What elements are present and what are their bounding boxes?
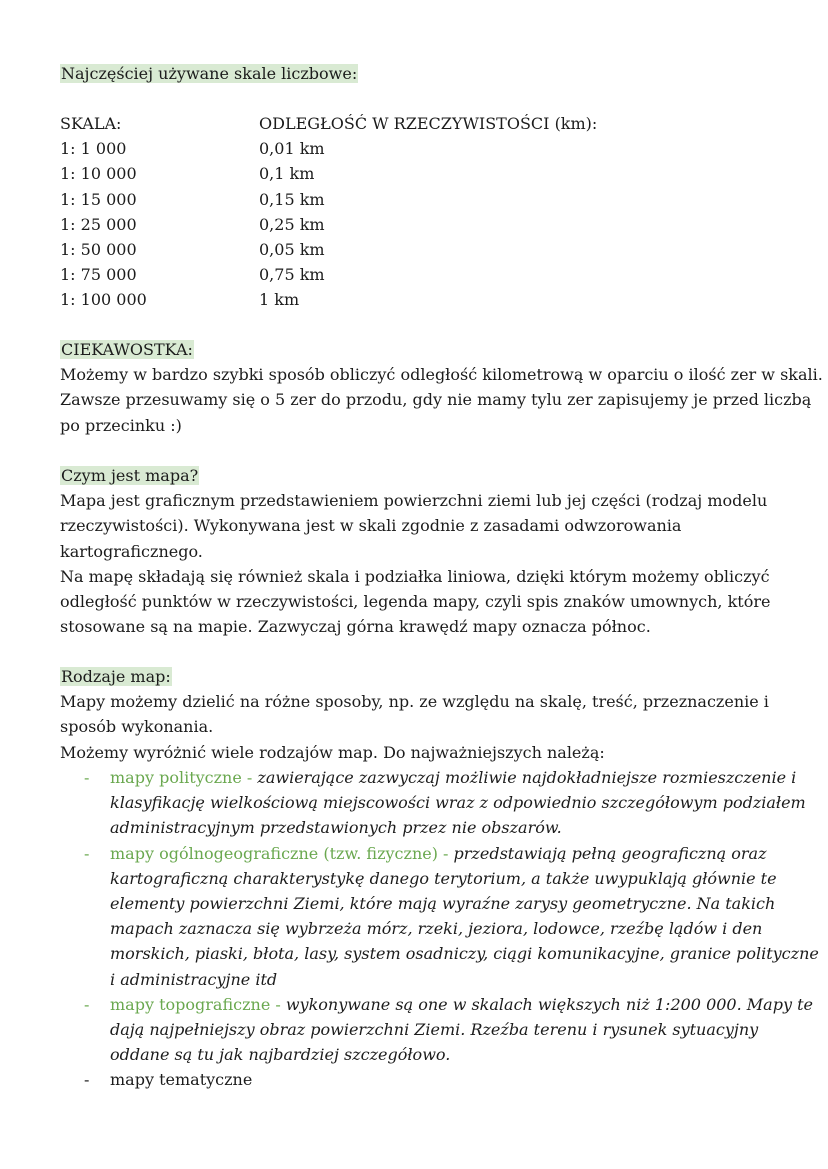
paragraph-line: Możemy wyróżnić wiele rodzajów map. Do najważniejszych należą: — [60, 742, 605, 762]
distance-value: 0,75 km — [259, 265, 325, 285]
list-item-term: mapy topograficzne - — [110, 994, 286, 1014]
scale-table-header — [60, 111, 780, 136]
list-item-topographic — [60, 992, 813, 1068]
scale-value: 1: 100 000 — [60, 290, 147, 310]
map-definition-section — [60, 463, 780, 639]
list-item-desc: klasyfikację wielkościową miejscowości wraz z odpowiednio szczegółowym podziałem — [110, 793, 806, 813]
paragraph-line: odległość punktów w rzeczywistości, legenda mapy, czyli spis znaków umownych, które — [60, 592, 771, 612]
distance-value: 0,15 km — [259, 189, 325, 209]
scale-value: 1: 50 000 — [60, 239, 137, 259]
distance-value: 0,25 km — [259, 214, 325, 234]
bullet-dash: - — [84, 994, 90, 1014]
trivia-text-line: Możemy w bardzo szybki sposób obliczyć odległość kilometrową w oparciu o ilość zer w skali. — [60, 365, 823, 385]
bullet-dash: - — [84, 1070, 90, 1090]
paragraph-line: stosowane są na mapie. Zazwyczaj górna krawędź mapy oznacza północ. — [60, 617, 651, 637]
scale-value: 1: 75 000 — [60, 265, 137, 285]
map-types-section — [60, 664, 780, 765]
list-item-desc: morskich, piaski, błota, lasy, system osadniczy, ciągi komunikacyjne, granice polityczne — [110, 944, 819, 964]
scales-heading: Najczęściej używane skale liczbowe: — [61, 64, 358, 83]
list-item-desc: oddane są tu jak najbardziej szczegółowo. — [110, 1045, 451, 1065]
map-types-heading-line — [60, 664, 780, 689]
paragraph-line: Mapy możemy dzielić na różne sposoby, np. ze względu na skalę, treść, przeznaczenie i — [60, 692, 769, 712]
map-definition-heading-line — [60, 463, 780, 488]
scale-row — [60, 136, 780, 161]
list-item-term: mapy polityczne - — [110, 768, 258, 787]
list-item-desc: wykonywane są one w skalach większych niż 1:200 000. Mapy te — [285, 994, 813, 1014]
list-item-plain: mapy tematyczne — [110, 1070, 253, 1090]
trivia-heading: CIEKAWOSTKA: — [61, 340, 193, 359]
map-types-list — [60, 765, 819, 1093]
list-item-desc: dają najpełniejszy obraz powierzchni Ziemi. Rzeźba terenu i rysunek sytuacyjny — [110, 1020, 759, 1040]
paragraph-line: rzeczywistości). Wykonywana jest w skali zgodnie z zasadami odwzorowania — [60, 516, 682, 536]
scale-row — [60, 237, 780, 262]
scale-value: 1: 10 000 — [60, 164, 137, 184]
scale-row — [60, 161, 780, 186]
paragraph-line: sposób wykonania. — [60, 717, 214, 737]
list-item-desc: zawierające zazwyczaj możliwie najdokładniejsze rozmieszczenie i — [257, 768, 797, 787]
list-item-desc: kartograficzną charakterystykę danego terytorium, a także uwypuklają głównie te — [110, 868, 777, 888]
paragraph-line: Mapa jest graficznym przedstawieniem powierzchni ziemi lub jej części (rodzaj modelu — [60, 491, 768, 511]
trivia-section — [60, 337, 823, 438]
scale-row — [60, 262, 780, 287]
trivia-heading-line — [60, 337, 780, 362]
list-item-desc: i administracyjne itd — [110, 969, 278, 989]
scale-row — [60, 287, 780, 312]
header-scale: SKALA: — [60, 114, 122, 133]
list-item-thematic — [60, 1067, 780, 1092]
list-item-desc: elementy powierzchni Ziemi, które mają wyraźne zarysy geometryczne. Na takich — [110, 894, 776, 914]
list-item-line — [110, 992, 813, 1017]
list-item-line — [110, 765, 797, 790]
list-item-term: mapy ogólnogeograficzne (tzw. fizyczne) - — [110, 843, 454, 863]
distance-value: 0,05 km — [259, 239, 325, 259]
list-item-line — [110, 841, 780, 866]
list-item-desc: mapach zaznacza się wybrzeża mórz, rzeki, jeziora, lodowce, rzeźbę lądów i den — [110, 919, 763, 939]
trivia-text-line: Zawsze przesuwamy się o 5 zer do przodu, gdy nie mamy tylu zer zapisujemy je przed liczbą — [60, 390, 812, 410]
trivia-text-line: po przecinku :) — [60, 415, 182, 435]
distance-value: 0,1 km — [259, 164, 315, 184]
bullet-dash: - — [84, 843, 90, 863]
list-item-desc: administracyjnym przedstawionych przez nie obszarów. — [110, 818, 562, 838]
distance-value: 1 km — [259, 290, 300, 310]
scale-value: 1: 15 000 — [60, 189, 137, 209]
scale-row — [60, 212, 780, 237]
paragraph-line: kartograficznego. — [60, 541, 203, 561]
list-item-political — [60, 765, 806, 841]
bullet-dash: - — [84, 768, 90, 787]
list-item-physical — [60, 841, 819, 992]
map-types-heading: Rodzaje map: — [61, 667, 171, 686]
header-distance: ODLEGŁOŚĆ W RZECZYWISTOŚCI (km): — [259, 114, 598, 133]
scale-value: 1: 25 000 — [60, 214, 137, 234]
scale-row — [60, 187, 780, 212]
distance-value: 0,01 km — [259, 139, 325, 159]
paragraph-line: Na mapę składają się również skala i podziałka liniowa, dzięki którym możemy obliczyć — [60, 566, 770, 586]
scale-value: 1: 1 000 — [60, 139, 127, 159]
map-definition-heading: Czym jest mapa? — [61, 466, 199, 485]
list-item-desc: przedstawiają pełną geograficzną oraz — [453, 843, 767, 863]
scales-heading-block — [60, 61, 780, 86]
scale-table — [60, 111, 780, 313]
